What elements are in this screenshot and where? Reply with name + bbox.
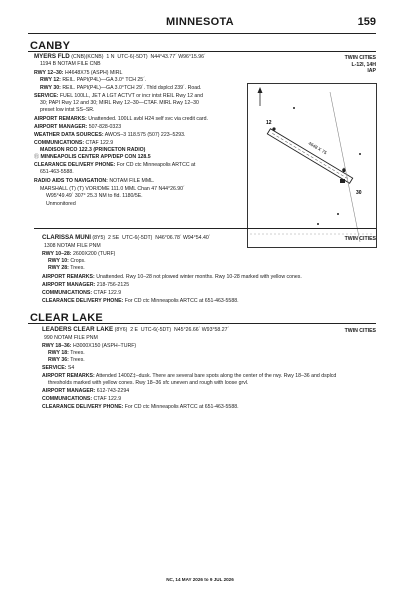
regional-area: TWIN CITIES xyxy=(344,328,376,334)
service: SERVICE: FUEL 100LL, JET A LGT ACTVT or incr intst REIL Rwy 12 and xyxy=(34,93,204,99)
airport-remarks-2: thresholds marked with yellow cones. Rwy 18–36 sfc uneven and rough with loose grvl. xyxy=(48,380,249,386)
service: SERVICE: S4 xyxy=(42,365,75,371)
north-arrow-icon xyxy=(258,87,263,106)
airport-elev-notam: 1194 B NOTAM FILE CNB xyxy=(40,61,101,67)
effective-dates-footer: NC, 14 MAY 2026 to 9 JUL 2026 xyxy=(166,577,234,582)
airport-ids: (CNB)(KCNB) xyxy=(71,54,104,60)
regional-area: TWIN CITIES xyxy=(344,236,376,242)
communications: COMMUNICATIONS: CTAF 122.9 xyxy=(42,290,122,296)
service-line-3: preset low intst SS–SR. xyxy=(40,107,95,113)
communications: COMMUNICATIONS: CTAF 122.9 xyxy=(34,140,114,146)
airport-manager: AIRPORT MANAGER: 612-743-2294 xyxy=(42,388,130,394)
airport-elev-notam: 1308 NOTAM FILE PNM xyxy=(44,243,101,249)
clearance-delivery: CLEARANCE DELIVERY PHONE: For CD ctc Minneapolis ARTCC at 651-463-5588. xyxy=(42,298,239,304)
airport-dist: 1 N xyxy=(106,54,115,60)
runway-12-30 xyxy=(267,129,352,184)
runway-main: RWY 12–30: H4648X75 (ASPH) MIRL xyxy=(34,70,123,76)
clearance-delivery: CLEARANCE DELIVERY PHONE: For CD ctc Minneapolis ARTCC at 651-463-5588. xyxy=(42,404,239,410)
airport-manager: AIRPORT MANAGER: 218-756-2125 xyxy=(42,282,130,288)
radio-aids: RADIO AIDS TO NAVIGATION: NOTAM FILE MML. xyxy=(34,178,155,184)
runway-10: RWY 10: Crops. xyxy=(48,258,86,264)
communications: COMMUNICATIONS: CTAF 122.9 xyxy=(42,396,122,402)
weather-sources: WEATHER DATA SOURCES: AWOS–3 118.575 (507) 223–5293. xyxy=(34,132,186,138)
airport-name[interactable]: CLARISSA MUNI xyxy=(42,234,91,241)
city-divider xyxy=(28,51,376,52)
city-heading-canby: CANBY xyxy=(30,40,71,52)
airport-manager: AIRPORT MANAGER: 507-828-0323 xyxy=(34,124,122,130)
airport-remarks: AIRPORT REMARKS: Unattended. Rwy 10–28 not plowed winter months. Rwy 10-28 marked with yellow cones. xyxy=(42,274,302,280)
runway-end-30-label: 30 xyxy=(356,190,362,196)
airport-diagram xyxy=(247,83,377,248)
airport-elev-notam: 990 NOTAM FILE PNM xyxy=(44,335,98,341)
navaid-marshall-2: W95°49.49´ 307° 25.3 NM to fld. 1180/5E. xyxy=(46,193,143,199)
airport-header-myers xyxy=(34,54,206,60)
city-divider xyxy=(28,323,376,324)
clearance-delivery: CLEARANCE DELIVERY PHONE: For CD ctc Minneapolis ARTCC at xyxy=(34,162,196,168)
airport-remarks: AIRPORT REMARKS: Unattended. 100LL avbl H24 self svc via credit card. xyxy=(34,116,208,122)
city-heading-clear-lake: CLEAR LAKE xyxy=(30,312,103,324)
runway-12: RWY 12: REIL. PAPI(P4L)—GA 3.0° TCH 25´. xyxy=(40,77,147,83)
radar-symbol-icon: Ⓡ xyxy=(34,154,40,160)
airport-name[interactable]: LEADERS CLEAR LAKE xyxy=(42,326,114,333)
page-number: 159 xyxy=(357,16,376,28)
section-divider xyxy=(34,228,376,229)
runway-main: RWY 10–28: 2600X200 (TURF) xyxy=(42,251,116,257)
iap-ref: IAP xyxy=(367,68,376,75)
runway-36: RWY 36: Trees. xyxy=(48,357,85,363)
service-line-2: 30; PAPI Rwy 12 and 30; MIRL Rwy 12–30—CTAF. MIRL Rwy 12–30 xyxy=(40,100,199,106)
runway-18: RWY 18: Trees. xyxy=(48,350,85,356)
page-header-state: MINNESOTA xyxy=(166,16,234,28)
airport-right-labels xyxy=(345,55,376,75)
airport-utc: UTC-6(-5DT) xyxy=(117,54,148,60)
chart-refs: L-12I, 14H xyxy=(351,61,376,68)
navaid-marshall-3: Unmonitored xyxy=(46,201,76,207)
airport-diagram-svg xyxy=(248,84,376,247)
rco-frequency: MADISON RCO 122.3 (PRINCETON RADIO) xyxy=(40,147,146,153)
airport-coords: N44°43.77´ W96°15.96´ xyxy=(150,54,206,60)
runway-end-12-label: 12 xyxy=(266,120,272,126)
navaid-marshall: MARSHALL (T) (T) VOR/DME 111.0 MML Chan 47 N44°26.90´ xyxy=(40,186,185,192)
obstacle-markers-icon xyxy=(272,107,361,225)
header-divider xyxy=(28,33,376,34)
airport-header-clarissa: CLARISSA MUNI (8Y5) 2 SE UTC-6(-5DT) N46°06.78´ W94°54.40´ xyxy=(42,234,211,241)
approach-control: Ⓡ MINNEAPOLIS CENTER APP/DEP CON 128.5 xyxy=(34,154,151,160)
airport-name[interactable]: MYERS FLD xyxy=(34,53,70,60)
runway-dimensions-label: 4648 X 75 xyxy=(307,140,328,156)
runway-28: RWY 28: Trees. xyxy=(48,265,85,271)
regional-area: TWIN CITIES xyxy=(344,55,376,61)
runway-main: RWY 18–36: H3000X150 (ASPH–TURF) xyxy=(42,343,137,349)
runway-30: RWY 30: REIL. PAPI(P4L)—GA 3.0°TCH 29´. Thld dsplcd 239´. Road. xyxy=(40,85,202,91)
clearance-delivery-2: 651-463-5588. xyxy=(40,169,74,175)
airport-header-leaders: LEADERS CLEAR LAKE (8Y6) 2 E UTC-6(-5DT) N45°26.66´ W93°58.27´ xyxy=(42,326,230,333)
airport-remarks: AIRPORT REMARKS: Attended 1400Z‡–dusk. There are several bare spots along the center of the rwy. Rwy 18–36 and dsplcd xyxy=(42,373,337,379)
